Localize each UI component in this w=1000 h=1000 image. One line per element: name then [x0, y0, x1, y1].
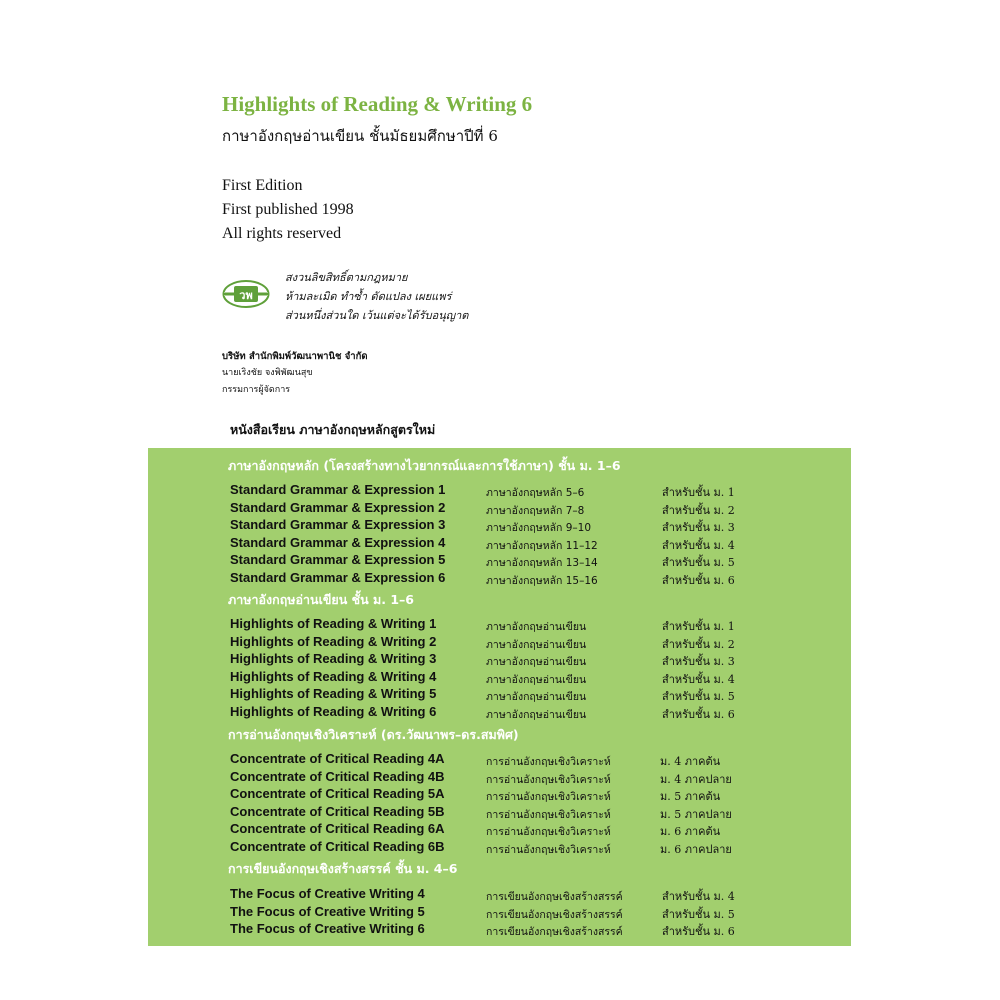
list-item — [230, 570, 850, 587]
publisher-logo-icon — [222, 279, 270, 309]
book-subtitle: กาษาอังกฤษอ่านเขียน ชั้นมัธยมศึกษาปีที่ 6 — [222, 127, 498, 145]
publisher-person: นายเริงชัย จงพิพัฒนสุข — [222, 368, 313, 378]
edition-info — [222, 174, 354, 246]
group-title: ภาษาอังกฤษอ่านเขียน ชั้น ม. 1–6 — [228, 592, 414, 607]
list-item — [230, 804, 850, 821]
book-title-th: ภาษาอังกฤษอ่านเขียน — [486, 673, 587, 686]
list-item — [230, 821, 850, 838]
list-item — [230, 904, 850, 921]
book-title-en: Standard Grammar & Expression 2 — [230, 499, 446, 515]
rights-line: ห้ามละเมิด ทำซ้ำ ดัดแปลง เผยแพร่ — [285, 290, 452, 303]
list-item — [230, 751, 850, 768]
book-title-th: ภาษาอังกฤษอ่านเขียน — [486, 691, 587, 703]
list-item — [230, 669, 850, 686]
publisher-position: กรรมการผู้จัดการ — [222, 385, 291, 395]
book-title-th: ภาษาอังกฤษหลัก 9–10 — [486, 522, 592, 534]
list-item — [230, 839, 850, 856]
rights-line: ส่วนหนึ่งส่วนใด เว้นแต่จะได้รับอนุญาต — [285, 309, 469, 322]
book-title-en: Highlights of Reading & Writing 5 — [230, 686, 437, 701]
logo-text: วพ — [239, 289, 253, 302]
grade-level: ม. 5 ภาคปลาย — [660, 807, 732, 821]
book-title-en: Concentrate of Critical Reading 4B — [230, 768, 445, 784]
list-item — [230, 886, 850, 903]
book-title: Highlights of Reading & Writing 6 — [222, 92, 533, 116]
grade-level: สำหรับชั้น ม. 4 — [662, 890, 735, 903]
book-title-en: The Focus of Creative Writing 5 — [230, 903, 425, 919]
book-title-en: The Focus of Creative Writing 6 — [230, 921, 425, 936]
book-title-th: การอ่านอังกฤษเชิงวิเคราะห์ — [486, 843, 611, 856]
list-item — [230, 482, 850, 499]
book-title-th: ภาษาอังกฤษหลัก 11–12 — [486, 539, 598, 552]
book-title-en: Standard Grammar & Expression 5 — [230, 552, 446, 567]
book-title-th: ภาษาอังกฤษหลัก 15–16 — [486, 574, 598, 587]
list-item — [230, 769, 850, 786]
book-title-en: Concentrate of Critical Reading 6B — [230, 838, 445, 854]
list-item — [230, 500, 850, 517]
book-title-th: ภาษาอังกฤษอ่านเขียน — [486, 638, 587, 651]
list-item — [230, 634, 850, 651]
list-item — [230, 704, 850, 721]
grade-level: สำหรับชั้น ม. 2 — [662, 637, 735, 651]
grade-level: สำหรับชั้น ม. 3 — [662, 521, 735, 534]
list-item — [230, 517, 850, 534]
list-item — [230, 686, 850, 703]
grade-level: สำหรับชั้น ม. 3 — [662, 655, 735, 668]
published-line: First published 1998 — [222, 201, 354, 218]
list-item — [230, 616, 850, 633]
book-title-th: การอ่านอังกฤษเชิงวิเคราะห์ — [486, 756, 611, 768]
grade-level: ม. 4 ภาคต้น — [660, 755, 721, 768]
book-title-en: Highlights of Reading & Writing 3 — [230, 651, 437, 666]
grade-level: ม. 6 ภาคปลาย — [660, 842, 732, 856]
group-title: การอ่านอังกฤษเชิงวิเคราะห์ (ดร.วัฒนาพร–ดร.สมพิศ) — [228, 727, 519, 742]
book-title-en: The Focus of Creative Writing 4 — [230, 886, 425, 901]
book-title-en: Concentrate of Critical Reading 5A — [230, 786, 445, 801]
grade-level: สำหรับชั้น ม. 2 — [662, 503, 735, 517]
book-title-th: ภาษาอังกฤษอ่านเขียน — [486, 621, 587, 633]
group-title: การเขียนอังกฤษเชิงสร้างสรรค์ ชั้น ม. 4–6 — [228, 861, 458, 876]
grade-level: สำหรับชั้น ม. 6 — [662, 573, 735, 587]
book-title-en: Concentrate of Critical Reading 4A — [230, 751, 445, 766]
list-item — [230, 535, 850, 552]
series-heading: หนังสือเรียน ภาษาอังกฤษหลักสูตรใหม่ — [230, 422, 436, 437]
edition-line: First Edition — [222, 177, 303, 194]
rights-notice — [285, 268, 468, 325]
grade-level: สำหรับชั้น ม. 5 — [662, 556, 735, 569]
book-title-en: Highlights of Reading & Writing 4 — [230, 668, 437, 684]
book-title-th: ภาษาอังกฤษหลัก 5–6 — [486, 487, 585, 499]
group-title: ภาษาอังกฤษหลัก (โครงสร้างทางไวยากรณ์และการใช้ภาษา) ชั้น ม. 1–6 — [228, 458, 621, 473]
list-item — [230, 921, 850, 938]
book-title-th: การอ่านอังกฤษเชิงวิเคราะห์ — [486, 826, 611, 838]
grade-level: ม. 5 ภาคต้น — [660, 790, 721, 803]
grade-level: สำหรับชั้น ม. 5 — [662, 907, 735, 921]
publisher-info — [222, 348, 368, 399]
book-title-th: การเขียนอังกฤษเชิงสร้างสรรค์ — [486, 926, 623, 938]
book-title-th: การอ่านอังกฤษเชิงวิเคราะห์ — [486, 808, 611, 821]
grade-level: สำหรับชั้น ม. 4 — [662, 538, 735, 552]
book-title-en: Highlights of Reading & Writing 2 — [230, 633, 437, 649]
book-title-th: การเขียนอังกฤษเชิงสร้างสรรค์ — [486, 891, 623, 903]
grade-level: สำหรับชั้น ม. 6 — [662, 707, 735, 721]
book-title-th: ภาษาอังกฤษอ่านเขียน — [486, 656, 587, 668]
book-title-en: Standard Grammar & Expression 4 — [230, 534, 446, 550]
book-title-en: Highlights of Reading & Writing 1 — [230, 616, 437, 631]
list-item — [230, 786, 850, 803]
book-title-en: Concentrate of Critical Reading 5B — [230, 803, 445, 819]
grade-level: สำหรับชั้น ม. 5 — [662, 690, 735, 703]
list-item — [230, 651, 850, 668]
book-title-th: การอ่านอังกฤษเชิงวิเคราะห์ — [486, 791, 611, 803]
book-title-th: การอ่านอังกฤษเชิงวิเคราะห์ — [486, 773, 611, 786]
book-title-en: Standard Grammar & Expression 1 — [230, 482, 446, 497]
book-title-en: Concentrate of Critical Reading 6A — [230, 821, 445, 836]
rights-line: สงวนลิขสิทธิ์ตามกฎหมาย — [285, 271, 408, 284]
book-title-th: ภาษาอังกฤษหลัก 7–8 — [486, 504, 585, 517]
grade-level: ม. 6 ภาคต้น — [660, 825, 721, 838]
book-title-th: ภาษาอังกฤษอ่านเขียน — [486, 708, 587, 721]
rights-reserved-line: All rights reserved — [222, 225, 342, 242]
book-title-th: ภาษาอังกฤษหลัก 13–14 — [486, 557, 598, 569]
grade-level: สำหรับชั้น ม. 6 — [662, 925, 735, 938]
grade-level: สำหรับชั้น ม. 1 — [662, 620, 735, 633]
book-title-en: Standard Grammar & Expression 6 — [230, 569, 446, 585]
book-title-en: Highlights of Reading & Writing 6 — [230, 703, 437, 719]
list-item — [230, 552, 850, 569]
book-title-en: Standard Grammar & Expression 3 — [230, 517, 446, 532]
grade-level: ม. 4 ภาคปลาย — [660, 772, 732, 786]
grade-level: สำหรับชั้น ม. 1 — [662, 486, 735, 499]
book-title-th: การเขียนอังกฤษเชิงสร้างสรรค์ — [486, 908, 623, 921]
publisher-company: บริษัท สำนักพิมพ์วัฒนาพานิช จำกัด — [222, 351, 368, 362]
grade-level: สำหรับชั้น ม. 4 — [662, 672, 735, 686]
